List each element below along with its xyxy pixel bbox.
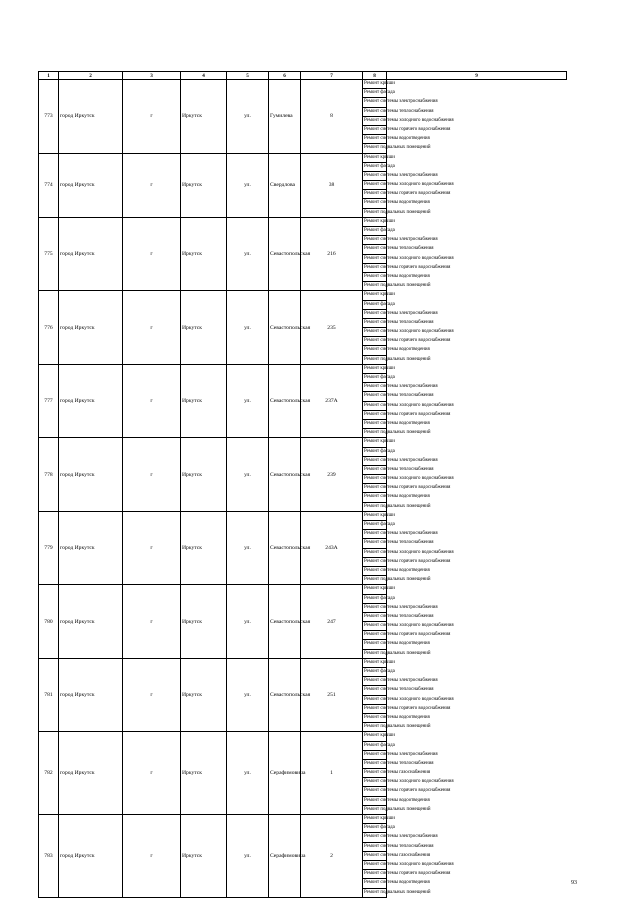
table-row	[39, 815, 567, 898]
row-number: 779	[39, 511, 59, 585]
list-item: Ремонт системы горячего водоснабжения	[363, 631, 386, 640]
list-item: Ремонт крыши	[363, 154, 386, 163]
list-item: Ремонт системы электроснабжения	[363, 98, 386, 107]
house-number: 1	[301, 732, 363, 815]
column-header: 8	[363, 72, 387, 80]
column-header: 7	[301, 72, 363, 80]
street-type: ул.	[227, 80, 269, 154]
row-number: 773	[39, 80, 59, 154]
list-item: Ремонт системы электроснабжения	[363, 604, 386, 613]
street-name: Севастопольская	[269, 438, 301, 512]
column-header: 3	[123, 72, 181, 80]
list-item: Ремонт системы горячего водоснабжения	[363, 264, 386, 273]
house-number: 235	[301, 291, 363, 365]
street-name: Севастопольская	[269, 364, 301, 438]
list-item: Ремонт системы теплоснабжения	[363, 613, 386, 622]
list-item: Ремонт системы холодного водоснабжения	[363, 402, 386, 411]
table-row	[39, 217, 567, 291]
city-name: Иркутск	[181, 291, 227, 365]
header-row	[39, 72, 567, 80]
works-list	[363, 80, 454, 153]
street-name: Севастопольская	[269, 585, 301, 659]
list-item: Ремонт системы теплоснабжения	[363, 539, 386, 548]
list-item: Ремонт системы водоотведения	[363, 199, 386, 208]
list-item: Ремонт системы электроснабжения	[363, 236, 386, 245]
settlement-type: г	[123, 364, 181, 438]
list-item: Ремонт системы водоотведения	[363, 714, 386, 723]
list-item: Ремонт крыши	[363, 512, 386, 521]
list-item: Ремонт фасада	[363, 163, 386, 172]
column-header: 9	[387, 72, 567, 80]
list-item: Ремонт крыши	[363, 585, 386, 594]
list-item: Ремонт системы горячего водоснабжения	[363, 705, 386, 714]
list-item: Ремонт системы электроснабжения	[363, 751, 386, 760]
city-name: Иркутск	[181, 80, 227, 154]
settlement-name: город Иркутск	[59, 80, 123, 154]
works-list	[363, 585, 454, 658]
works-cell	[363, 364, 454, 438]
list-item: Ремонт системы холодного водоснабжения	[363, 255, 386, 264]
list-item: Ремонт системы водоотведения	[363, 797, 386, 806]
column-header: 2	[59, 72, 123, 80]
settlement-type: г	[123, 815, 181, 898]
list-item: Ремонт системы газоснабжения	[363, 852, 386, 861]
works-cell	[363, 291, 454, 365]
city-name: Иркутск	[181, 364, 227, 438]
city-name: Иркутск	[181, 217, 227, 291]
list-item: Ремонт системы водоотведения	[363, 346, 386, 355]
street-name: Севастопольская	[269, 217, 301, 291]
row-number: 778	[39, 438, 59, 512]
list-item: Ремонт системы водоотведения	[363, 135, 386, 144]
works-list	[363, 218, 454, 291]
list-item: Ремонт системы холодного водоснабжения	[363, 328, 386, 337]
city-name: Иркутск	[181, 732, 227, 815]
house-number: 38	[301, 153, 363, 217]
list-item: Ремонт системы горячего водоснабжения	[363, 337, 386, 346]
list-item: Ремонт системы электроснабжения	[363, 383, 386, 392]
settlement-type: г	[123, 153, 181, 217]
list-item: Ремонт системы холодного водоснабжения	[363, 181, 386, 190]
list-item: Ремонт системы холодного водоснабжения	[363, 861, 386, 870]
list-item: Ремонт фасада	[363, 668, 386, 677]
settlement-name: город Иркутск	[59, 658, 123, 732]
list-item: Ремонт системы горячего водоснабжения	[363, 126, 386, 135]
list-item: Ремонт системы горячего водоснабжения	[363, 411, 386, 420]
list-item: Ремонт системы водоотведения	[363, 567, 386, 576]
settlement-name: город Иркутск	[59, 217, 123, 291]
list-item: Ремонт системы водоотведения	[363, 879, 386, 888]
table-row	[39, 291, 567, 365]
street-type: ул.	[227, 511, 269, 585]
works-list	[363, 154, 454, 217]
street-type: ул.	[227, 291, 269, 365]
row-number: 776	[39, 291, 59, 365]
works-list	[363, 365, 454, 438]
list-item: Ремонт подвальных помещений	[364, 356, 431, 362]
list-item: Ремонт фасада	[363, 227, 386, 236]
list-item: Ремонт системы горячего водоснабжения	[363, 558, 386, 567]
column-header: 4	[181, 72, 227, 80]
list-item: Ремонт системы горячего водоснабжения	[363, 870, 386, 879]
works-cell	[363, 217, 454, 291]
list-item: Ремонт подвальных помещений	[364, 577, 431, 583]
street-name: Севастопольская	[269, 658, 301, 732]
street-name: Свердлова	[269, 153, 301, 217]
works-cell	[363, 80, 454, 154]
table-body	[39, 80, 567, 898]
house-number: 251	[301, 658, 363, 732]
list-item: Ремонт фасада	[363, 824, 386, 833]
row-number: 782	[39, 732, 59, 815]
list-item: Ремонт системы электроснабжения	[363, 457, 386, 466]
list-item: Ремонт системы электроснабжения	[363, 530, 386, 539]
house-number: 2	[301, 815, 363, 898]
list-item: Ремонт системы теплоснабжения	[363, 466, 386, 475]
list-item: Ремонт крыши	[363, 815, 386, 824]
list-item: Ремонт подвальных помещений	[364, 145, 431, 151]
street-name: Гумилева	[269, 80, 301, 154]
list-item: Ремонт системы холодного водоснабжения	[363, 117, 386, 126]
list-item: Ремонт системы холодного водоснабжения	[363, 696, 386, 705]
list-item: Ремонт системы электроснабжения	[363, 310, 386, 319]
works-list	[363, 815, 454, 897]
list-item: Ремонт подвальных помещений	[364, 724, 431, 730]
table-row	[39, 438, 567, 512]
list-item: Ремонт системы холодного водоснабжения	[363, 549, 386, 558]
street-name: Серафимовича	[269, 732, 301, 815]
city-name: Иркутск	[181, 585, 227, 659]
list-item: Ремонт крыши	[363, 659, 386, 668]
works-cell	[363, 815, 454, 898]
house-number: 239	[301, 438, 363, 512]
works-cell	[363, 585, 454, 659]
list-item: Ремонт крыши	[363, 365, 386, 374]
works-list	[363, 732, 454, 814]
table-row	[39, 732, 567, 815]
settlement-name: город Иркутск	[59, 732, 123, 815]
column-header: 6	[269, 72, 301, 80]
works-cell	[363, 153, 454, 217]
list-item: Ремонт подвальных помещений	[364, 889, 431, 895]
table-row	[39, 364, 567, 438]
settlement-name: город Иркутск	[59, 815, 123, 898]
street-type: ул.	[227, 153, 269, 217]
works-list	[363, 659, 454, 732]
house-number: 216	[301, 217, 363, 291]
list-item: Ремонт системы теплоснабжения	[363, 245, 386, 254]
street-name: Севастопольская	[269, 511, 301, 585]
list-item: Ремонт фасада	[363, 742, 386, 751]
settlement-type: г	[123, 658, 181, 732]
street-type: ул.	[227, 438, 269, 512]
street-type: ул.	[227, 585, 269, 659]
list-item: Ремонт системы электроснабжения	[363, 677, 386, 686]
list-item: Ремонт системы теплоснабжения	[363, 760, 386, 769]
works-list	[363, 512, 454, 585]
works-cell	[363, 658, 454, 732]
list-item: Ремонт крыши	[363, 80, 386, 89]
list-item: Ремонт системы холодного водоснабжения	[363, 622, 386, 631]
list-item: Ремонт системы теплоснабжения	[363, 319, 386, 328]
table-row	[39, 80, 567, 154]
house-number: 243А	[301, 511, 363, 585]
list-item: Ремонт крыши	[363, 218, 386, 227]
list-item: Ремонт системы водоотведения	[363, 420, 386, 429]
column-header: 5	[227, 72, 269, 80]
table-row	[39, 585, 567, 659]
settlement-type: г	[123, 217, 181, 291]
list-item: Ремонт системы теплоснабжения	[363, 686, 386, 695]
settlement-type: г	[123, 80, 181, 154]
settlement-name: город Иркутск	[59, 511, 123, 585]
street-type: ул.	[227, 658, 269, 732]
street-type: ул.	[227, 364, 269, 438]
works-cell	[363, 732, 454, 815]
list-item: Ремонт системы теплоснабжения	[363, 108, 386, 117]
settlement-type: г	[123, 732, 181, 815]
table-row	[39, 658, 567, 732]
list-item: Ремонт фасада	[363, 595, 386, 604]
row-number: 783	[39, 815, 59, 898]
table-row	[39, 153, 567, 217]
house-number: 237А	[301, 364, 363, 438]
works-cell	[363, 438, 454, 512]
settlement-name: город Иркутск	[59, 364, 123, 438]
works-cell	[363, 511, 454, 585]
row-number: 777	[39, 364, 59, 438]
list-item: Ремонт системы теплоснабжения	[363, 392, 386, 401]
page-number: 93	[571, 880, 577, 886]
city-name: Иркутск	[181, 511, 227, 585]
list-item: Ремонт системы электроснабжения	[363, 833, 386, 842]
list-item: Ремонт фасада	[363, 448, 386, 457]
list-item: Ремонт крыши	[363, 732, 386, 741]
row-number: 780	[39, 585, 59, 659]
list-item: Ремонт системы горячего водоснабжения	[363, 484, 386, 493]
list-item: Ремонт подвальных помещений	[364, 430, 431, 436]
list-item: Ремонт системы электроснабжения	[363, 172, 386, 181]
repair-program-table	[38, 71, 567, 898]
list-item: Ремонт системы горячего водоснабжения	[363, 787, 386, 796]
settlement-type: г	[123, 511, 181, 585]
list-item: Ремонт крыши	[363, 291, 386, 300]
row-number: 775	[39, 217, 59, 291]
list-item: Ремонт подвальных помещений	[364, 650, 431, 656]
street-name: Севастопольская	[269, 291, 301, 365]
list-item: Ремонт подвальных помещений	[364, 806, 431, 812]
city-name: Иркутск	[181, 153, 227, 217]
table-row	[39, 511, 567, 585]
city-name: Иркутск	[181, 438, 227, 512]
settlement-name: город Иркутск	[59, 438, 123, 512]
settlement-name: город Иркутск	[59, 291, 123, 365]
list-item: Ремонт системы холодного водоснабжения	[363, 778, 386, 787]
list-item: Ремонт крыши	[363, 438, 386, 447]
house-number: 247	[301, 585, 363, 659]
city-name: Иркутск	[181, 658, 227, 732]
works-list	[363, 438, 454, 511]
list-item: Ремонт системы горячего водоснабжения	[363, 190, 386, 199]
street-type: ул.	[227, 217, 269, 291]
list-item: Ремонт подвальных помещений	[364, 503, 431, 509]
list-item: Ремонт фасада	[363, 521, 386, 530]
settlement-type: г	[123, 438, 181, 512]
city-name: Иркутск	[181, 815, 227, 898]
settlement-type: г	[123, 585, 181, 659]
list-item: Ремонт системы водоотведения	[363, 640, 386, 649]
row-number: 781	[39, 658, 59, 732]
settlement-name: город Иркутск	[59, 585, 123, 659]
row-number: 774	[39, 153, 59, 217]
works-list	[363, 291, 454, 364]
list-item: Ремонт фасада	[363, 89, 386, 98]
street-name: Серафимовича	[269, 815, 301, 898]
street-type: ул.	[227, 815, 269, 898]
list-item: Ремонт фасада	[363, 374, 386, 383]
street-type: ул.	[227, 732, 269, 815]
list-item: Ремонт системы холодного водоснабжения	[363, 475, 386, 484]
house-number: 8	[301, 80, 363, 154]
settlement-name: город Иркутск	[59, 153, 123, 217]
list-item: Ремонт системы теплоснабжения	[363, 843, 386, 852]
list-item: Ремонт подвальных помещений	[364, 283, 431, 289]
list-item: Ремонт системы водоотведения	[363, 493, 386, 502]
column-header: 1	[39, 72, 59, 80]
list-item: Ремонт системы водоотведения	[363, 273, 386, 282]
list-item: Ремонт системы газоснабжения	[363, 769, 386, 778]
settlement-type: г	[123, 291, 181, 365]
list-item: Ремонт подвальных помещений	[364, 209, 431, 215]
list-item: Ремонт фасада	[363, 301, 386, 310]
